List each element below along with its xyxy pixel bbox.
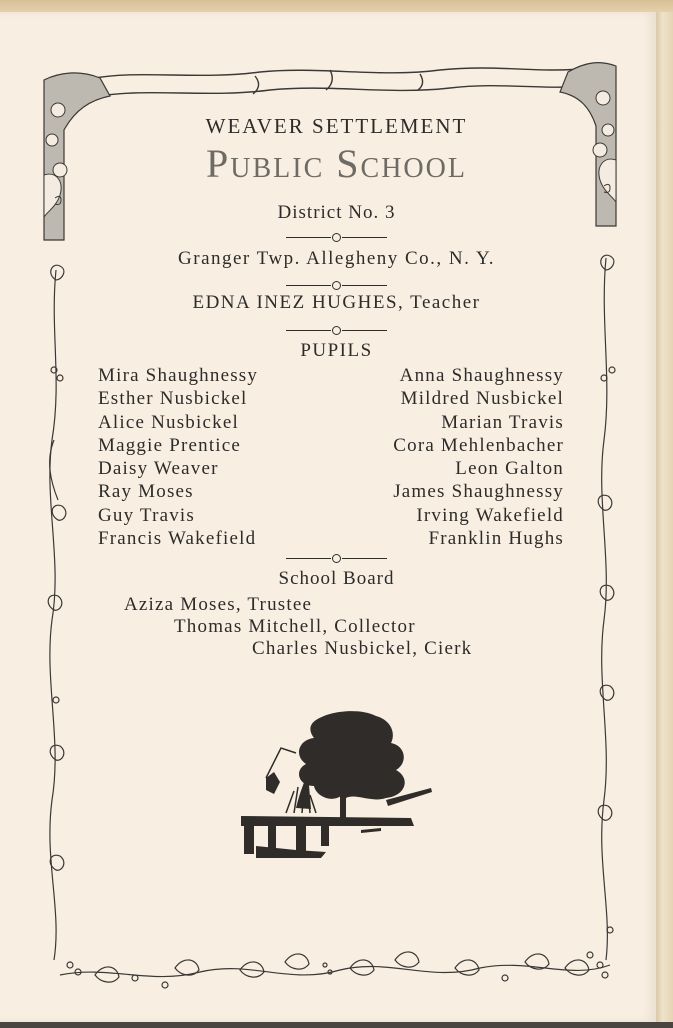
pupil-name: Esther Nusbickel: [98, 388, 248, 410]
pupil-name: Ray Moses: [98, 481, 194, 503]
pupil-name: James Shaughnessy: [393, 481, 564, 503]
pupils-column-left: [98, 364, 258, 550]
pupils-column-right: [393, 364, 564, 550]
pupils-heading: PUPILS: [300, 340, 373, 361]
pupil-name: Maggie Prentice: [98, 434, 242, 456]
pupil-name: Marian Travis: [441, 411, 564, 433]
pupil-name: Francis Wakefield: [98, 528, 257, 550]
ornament-divider: [0, 553, 673, 563]
location-label: Granger Twp. Allegheny Co., N. Y.: [178, 248, 495, 269]
pupil-name: Daisy Weaver: [98, 458, 219, 480]
page-title: Public School: [206, 141, 467, 186]
pupil-name: Mildred Nusbickel: [400, 388, 564, 410]
pupil-name: Guy Travis: [98, 504, 195, 526]
background-edge-bottom: [0, 1022, 673, 1028]
settlement-heading: WEAVER SETTLEMENT: [205, 114, 468, 138]
pupil-name: Alice Nusbickel: [98, 411, 239, 433]
pupil-name: Anna Shaughnessy: [399, 365, 564, 386]
ornament-divider: [0, 232, 673, 242]
board-member-collector: Thomas Mitchell, Collector: [174, 616, 416, 637]
school-board-heading: School Board: [278, 568, 395, 589]
pupil-name: Franklin Hughs: [428, 528, 564, 550]
pupil-name: Cora Mehlenbacher: [393, 434, 564, 456]
board-member-clerk: Charles Nusbickel, Cierk: [252, 638, 473, 659]
pupil-name: Leon Galton: [455, 458, 564, 480]
district-label: District No. 3: [277, 202, 396, 223]
tree-vignette-icon: [236, 708, 436, 858]
board-member-trustee: Aziza Moses, Trustee: [124, 594, 313, 615]
ornament-divider: [0, 325, 673, 335]
pupil-name: Irving Wakefield: [416, 504, 564, 526]
teacher-label: EDNA INEZ HUGHES, Teacher: [192, 292, 481, 313]
pupil-name: Mira Shaughnessy: [98, 365, 259, 386]
ornament-divider: [0, 280, 673, 290]
